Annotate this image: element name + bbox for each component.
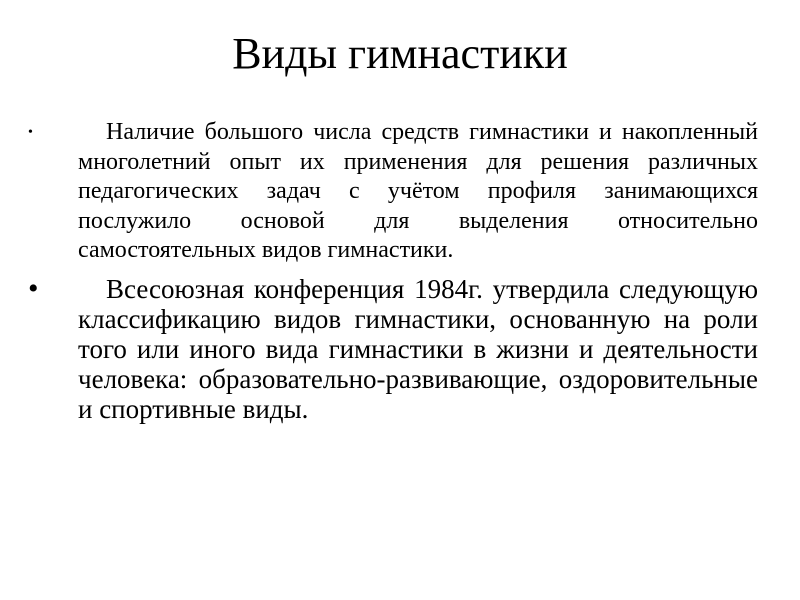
bullet-text: Наличие большого числа средств гимнастики и накопленный многолетний опыт их применения для решения различных педагогических задач с учётом профиля занимающихся послужило основой для выделения относительно самостоятельных видов гимнастики. xyxy=(78,119,758,263)
bullet-item xyxy=(28,271,758,424)
bullet-list xyxy=(28,118,758,424)
slide-title: Виды гимнастики xyxy=(232,29,568,78)
bullet-text: Всесоюзная конференция 1984г. утвердила следующую классификацию видов гимнастики, основанную на роли того или иного вида гимнастики в жизни и деятельности человека: образовательно-развивающие, оздоровительные и спортивные виды. xyxy=(78,273,758,424)
bullet-marker: • xyxy=(28,271,39,305)
bullet-item xyxy=(28,118,758,266)
bullet-marker: • xyxy=(28,125,33,140)
